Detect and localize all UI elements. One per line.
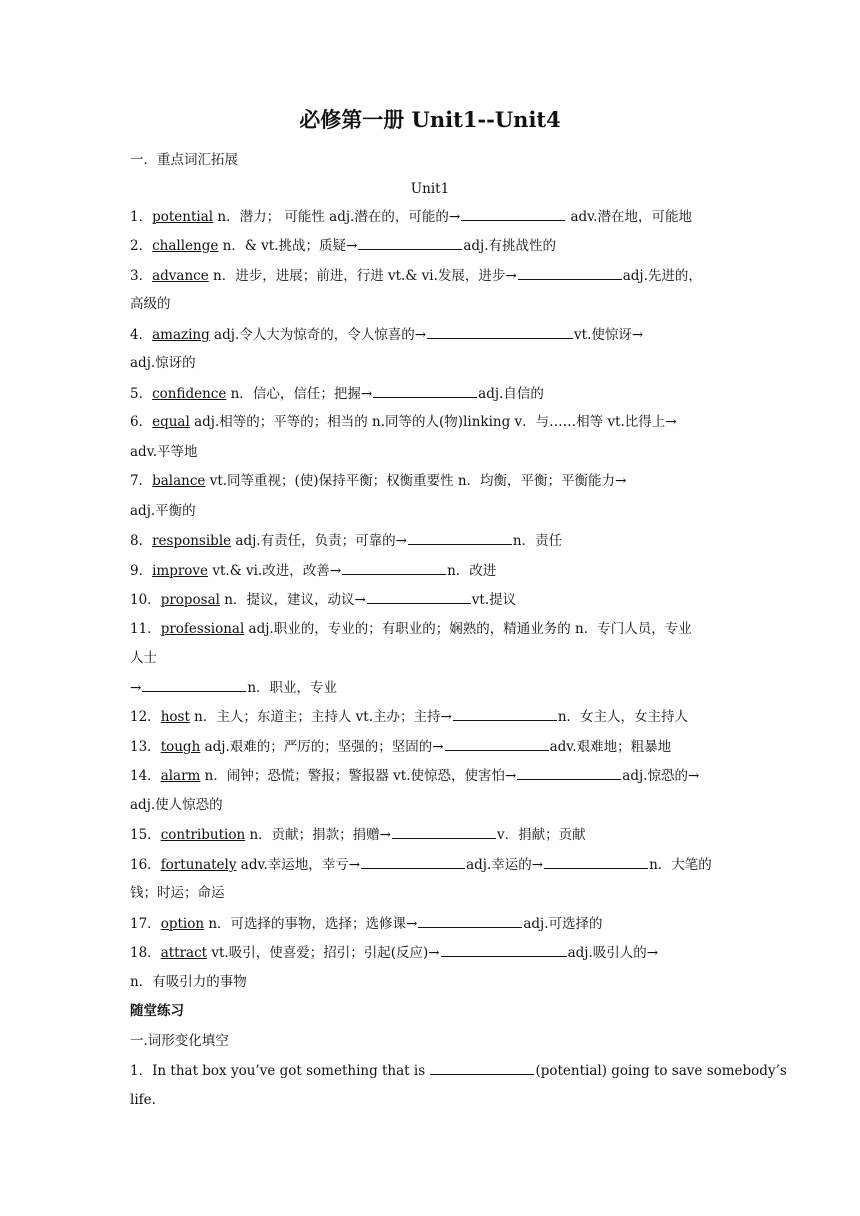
answer-blank[interactable] [418,913,522,928]
answer-blank[interactable] [358,235,462,250]
vocab-item-4: 4．amazing adj.令人大为惊奇的，令人惊喜的→ vt.使惊讶→ [130,324,730,345]
answer-blank[interactable] [461,206,565,221]
answer-blank[interactable] [361,854,465,869]
vocab-item-16: 16．fortunately adv.幸运地，幸亏→ adj.幸运的→ n．大笔的 [130,854,730,875]
answer-blank[interactable] [518,265,622,280]
vocab-item-7: 7．balance vt.同等重视；(使)保持平衡；权衡重要性 n．均衡，平衡；平衡能力→ [130,473,627,489]
answer-blank[interactable] [342,560,446,575]
question-1-cont: life. [130,1092,156,1108]
vocab-item-11-line3: → n．职业，专业 [130,677,730,698]
answer-blank[interactable] [445,736,549,751]
vocab-item-14-cont: adj.使人惊恐的 [130,797,223,813]
vocab-item-8: 8．responsible adj.有责任，负责；可靠的→ n．责任 [130,530,730,551]
answer-blank[interactable] [408,530,512,545]
question-1: 1．In that box you’ve got something that is (potential) going to save somebody’s [130,1060,730,1081]
answer-blank[interactable] [367,589,471,604]
answer-blank[interactable] [427,324,573,339]
answer-blank[interactable] [430,1060,534,1075]
vocab-item-14: 14．alarm n．闹钟；恐慌；警报；警报器 vt.使惊恐，使害怕→ adj.惊恐的→ [130,765,730,786]
vocab-item-5: 5．confidence n．信心，信任；把握→ adj.自信的 [130,383,730,404]
vocab-item-9: 9．improve vt.& vi.改进，改善→ n．改进 [130,560,730,581]
page-title: 必修第一册 Unit1--Unit4 [299,107,561,132]
vocab-item-11: 11．professional adj.职业的，专业的；有职业的；娴熟的，精通业务的 n．专门人员，专业 [130,621,692,637]
vocab-item-13: 13．tough adj.艰难的；严厉的；坚强的；坚固的→ adv.艰难地；粗暴地 [130,736,730,757]
answer-blank[interactable] [392,824,496,839]
practice-title: 随堂练习 [130,1003,184,1019]
vocab-item-11-cont: 人士 [130,650,157,666]
vocab-item-2: 2．challenge n．& vt.挑战；质疑→ adj.有挑战性的 [130,235,730,256]
vocab-item-6: 6．equal adj.相等的；平等的；相当的 n.同等的人(物)linking v．与……相等 vt.比得上→ [130,414,677,430]
section-heading: 一．重点词汇拓展 [130,152,238,168]
answer-blank[interactable] [544,854,648,869]
vocab-item-18-cont: n．有吸引力的事物 [130,974,247,990]
vocab-item-6-cont: adv.平等地 [130,444,198,460]
answer-blank[interactable] [517,765,621,780]
practice-subtitle: 一.词形变化填空 [130,1033,229,1049]
answer-blank[interactable] [441,942,567,957]
vocab-item-3-cont: 高级的 [130,296,171,312]
answer-blank[interactable] [142,677,246,692]
vocab-item-16-cont: 钱；时运；命运 [130,885,225,901]
vocab-item-18: 18．attract vt.吸引，使喜爱；招引；引起(反应)→ adj.吸引人的→ [130,942,730,963]
vocab-item-12: 12．host n．主人；东道主；主持人 vt.主办；主持→ n．女主人，女主持人 [130,706,730,727]
vocab-item-7-cont: adj.平衡的 [130,503,196,519]
answer-blank[interactable] [453,706,557,721]
vocab-item-10: 10．proposal n．提议，建议，动议→ vt.提议 [130,589,730,610]
vocab-item-3: 3．advance n．进步，进展；前进，行进 vt.& vi.发展，进步→ adj.先进的， [130,265,730,286]
vocab-item-17: 17．option n．可选择的事物，选择；选修课→ adj.可选择的 [130,913,730,934]
vocab-item-15: 15．contribution n．贡献；捐款；捐赠→ v．捐献；贡献 [130,824,730,845]
vocab-item-4-cont: adj.惊讶的 [130,355,196,371]
vocab-item-1: 1．potential n．潜力； 可能性 adj.潜在的，可能的→ adv.潜在地，可能地 [130,206,730,227]
answer-blank[interactable] [373,383,477,398]
unit-heading: Unit1 [410,181,450,197]
